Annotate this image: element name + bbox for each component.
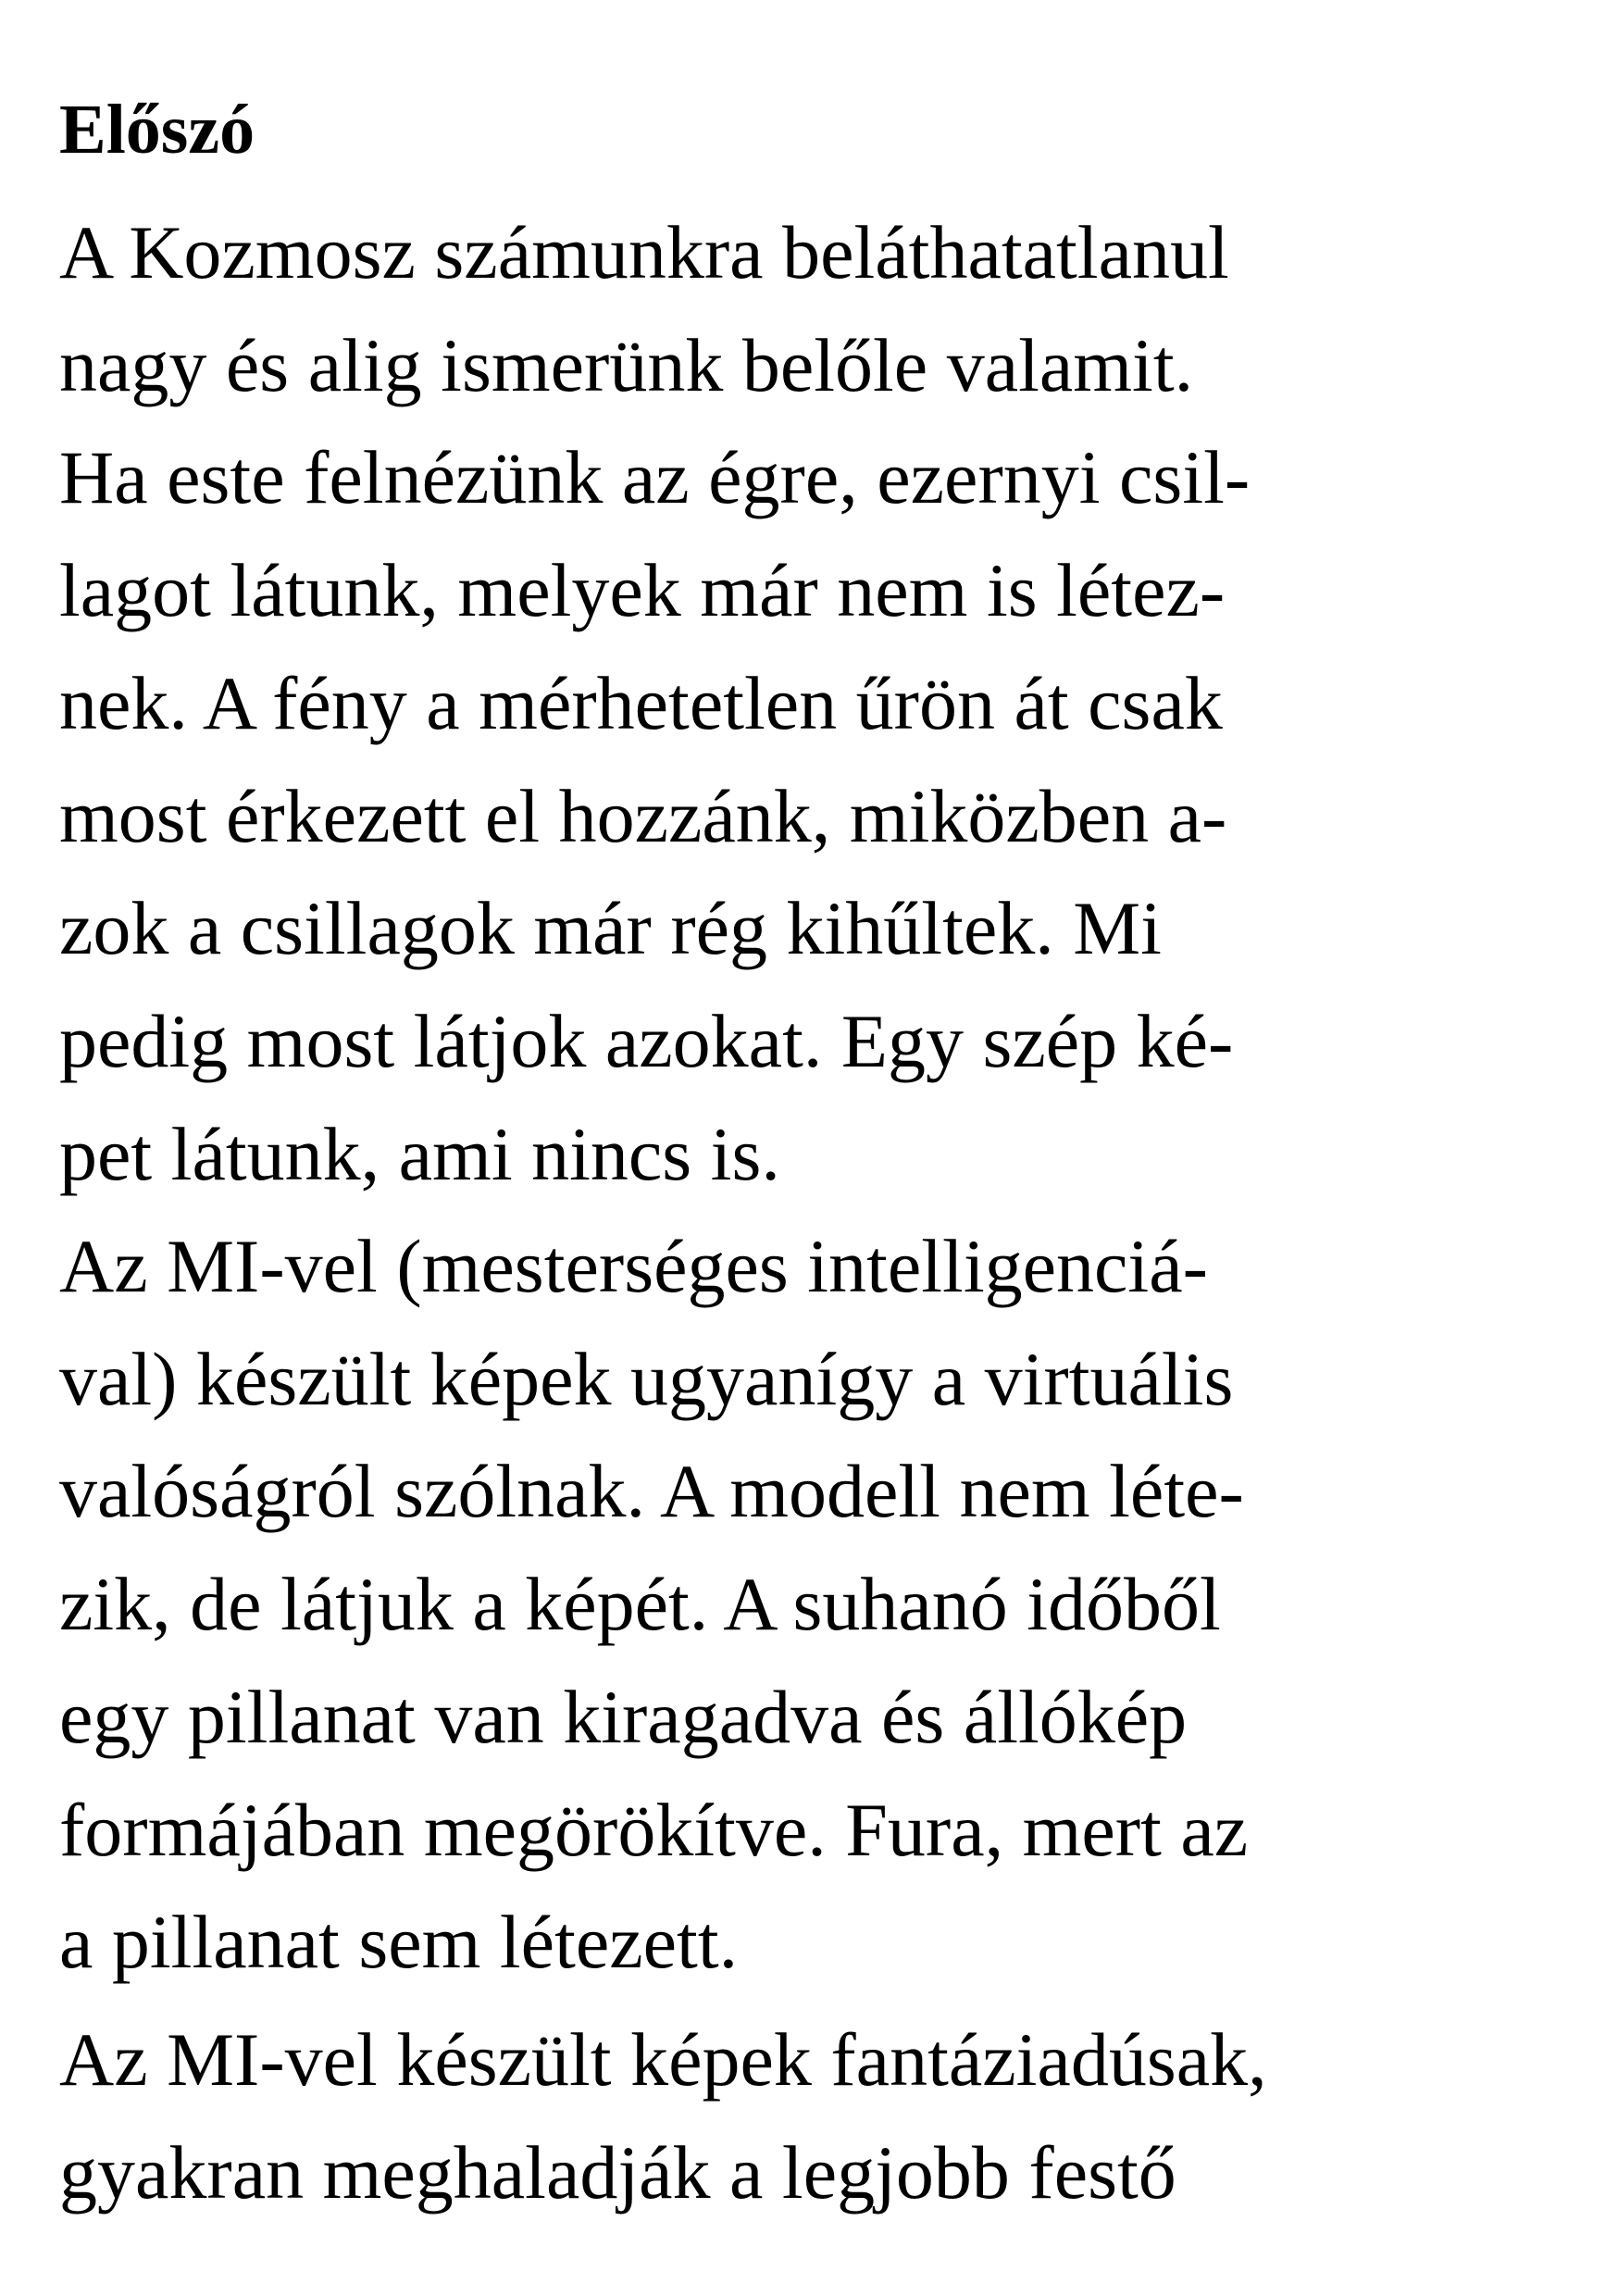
- text-line: lagot látunk, melyek már nem is létez-: [59, 548, 1226, 633]
- text-line: most érkezett el hozzánk, miközben a-: [59, 773, 1227, 858]
- text-line: val) készült képek ugyanígy a virtuális: [59, 1336, 1234, 1421]
- text-line: nagy és alig ismerünk belőle valamit.: [59, 322, 1194, 407]
- text-line: Az MI-vel készült képek fantáziadúsak,: [59, 2017, 1267, 2102]
- text-line: A Kozmosz számunkra beláthatatlanul: [59, 210, 1229, 294]
- text-line: valóságról szólnak. A modell nem léte-: [59, 1449, 1244, 1534]
- text-line: nek. A fény a mérhetetlen űrön át csak: [59, 660, 1223, 745]
- paragraph-2: [59, 1210, 1248, 1999]
- text-line: pedig most látjok azokat. Egy szép ké-: [59, 998, 1234, 1083]
- text-line: a pillanat sem létezett.: [59, 1900, 739, 1985]
- text-line: gyakran meghaladják a legjobb festő: [59, 2129, 1176, 2215]
- text-line: zik, de látjuk a képét. A suhanó időből: [59, 1562, 1221, 1647]
- text-line: zok a csillagok már rég kihűltek. Mi: [59, 886, 1162, 971]
- text-line: Az MI-vel (mesterséges intelligenciá-: [59, 1224, 1208, 1308]
- text-line: formájában megörökítve. Fura, mert az: [59, 1787, 1249, 1872]
- text-line: egy pillanat van kiragadva és állókép: [59, 1674, 1188, 1759]
- paragraph-1: [59, 196, 1250, 1210]
- text-line: Ha este felnézünk az égre, ezernyi csil-: [59, 435, 1251, 520]
- paragraph-3: [59, 2003, 1267, 2228]
- text-line: pet látunk, ami nincs is.: [59, 1111, 780, 1196]
- page-title: Előszó: [59, 91, 255, 168]
